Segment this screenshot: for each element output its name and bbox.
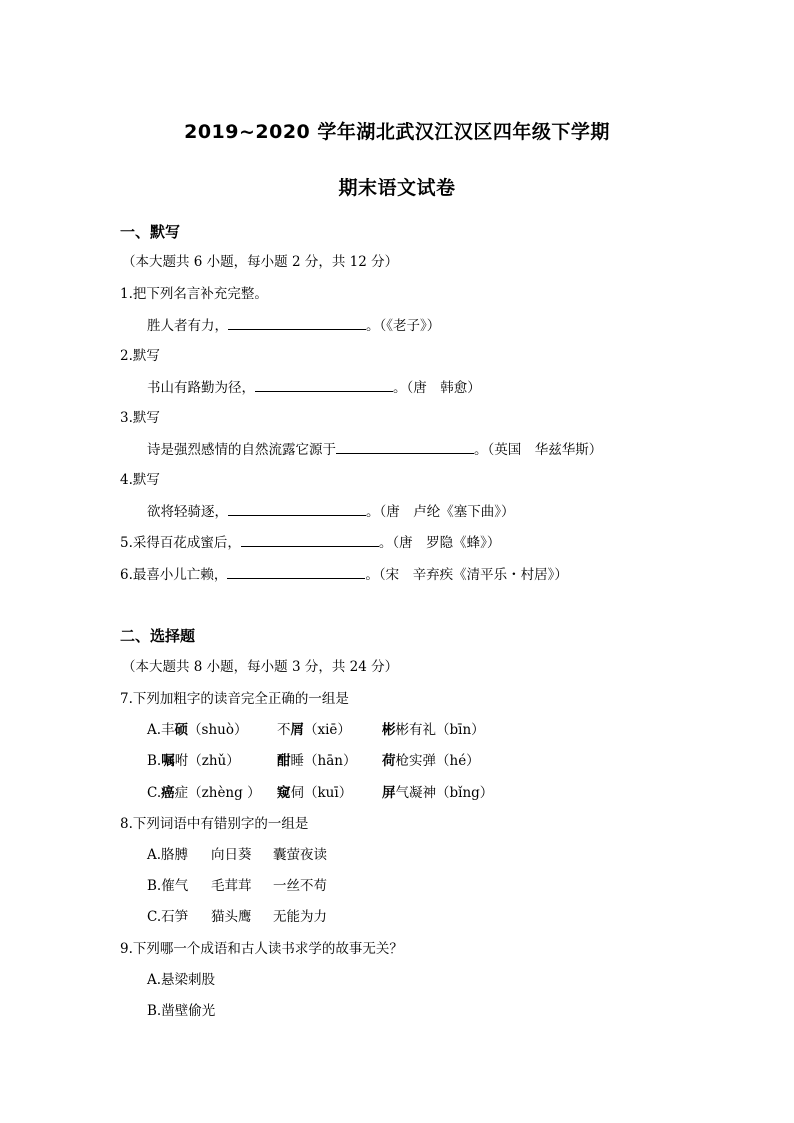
q7-option-row bbox=[147, 721, 485, 739]
q7-option-c2 bbox=[277, 784, 382, 802]
q7-option-a1-pre: A.丰 bbox=[147, 722, 175, 738]
q7-option-b2-bold: 酣 bbox=[277, 753, 291, 769]
q7-option-c1-post: 症（zhèng ） bbox=[174, 785, 261, 801]
q5-text-before: 5.采得百花成蜜后， bbox=[120, 535, 241, 551]
q9-stem: 9.下列哪一个成语和古人读书求学的故事无关？ bbox=[120, 941, 403, 957]
q9-option-b: B.凿壁偷光 bbox=[147, 1003, 216, 1019]
q2-text-after: 。（唐 韩愈） bbox=[393, 380, 481, 396]
q4-text-before: 欲将轻骑逐， bbox=[147, 504, 228, 520]
q7-option-b1-post: 咐（zhǔ） bbox=[174, 753, 240, 769]
q7-option-row bbox=[147, 752, 480, 770]
q7-option-a2-bold: 屑 bbox=[290, 722, 304, 738]
q8-option-a-word1: A.胳膊 bbox=[147, 847, 189, 863]
q7-option-a2-pre: 不 bbox=[277, 722, 291, 738]
q7-option-b1 bbox=[147, 752, 277, 770]
q5-blank[interactable] bbox=[241, 533, 379, 547]
q7-stem: 7.下列加粗字的读音完全正确的一组是 bbox=[120, 691, 349, 707]
q8-option-b-word1: B.傕气 bbox=[147, 878, 189, 894]
q7-option-c3 bbox=[382, 784, 493, 802]
q6-blank[interactable] bbox=[227, 565, 365, 579]
document-title-line2: 期末语文试卷 bbox=[338, 177, 456, 199]
q6-line bbox=[120, 565, 568, 584]
q2-blank[interactable] bbox=[255, 378, 393, 392]
q8-option-row bbox=[147, 877, 327, 895]
q7-option-a3 bbox=[382, 721, 485, 739]
q7-option-c3-bold: 屏 bbox=[382, 785, 396, 801]
q7-option-c1-bold: 癌 bbox=[161, 785, 175, 801]
section2-note: （本大题共 8 小题，每小题 3 分，共 24 分） bbox=[122, 659, 399, 675]
q1-blank[interactable] bbox=[228, 316, 366, 330]
q1-text-before: 胜人者有力， bbox=[147, 318, 228, 334]
q7-option-a3-bold: 彬 bbox=[382, 722, 396, 738]
q5-line bbox=[120, 533, 500, 552]
q3-stem: 3.默写 bbox=[120, 410, 160, 426]
q7-option-b3-bold: 荷 bbox=[382, 753, 396, 769]
q7-option-b2 bbox=[277, 752, 382, 770]
q5-text-after: 。（唐 罗隐《蜂》） bbox=[378, 535, 501, 551]
q7-option-a2 bbox=[277, 721, 382, 739]
q7-option-a2-post: （xiē） bbox=[304, 722, 351, 738]
q7-option-b2-post: 睡（hān） bbox=[290, 753, 357, 769]
q7-option-a1-bold: 硕 bbox=[174, 722, 189, 738]
q7-option-c1 bbox=[147, 784, 277, 802]
q7-option-b3 bbox=[382, 752, 480, 770]
q7-option-row bbox=[147, 784, 493, 802]
q4-blank[interactable] bbox=[228, 502, 366, 516]
q8-option-b-word2: 毛茸茸 bbox=[211, 878, 252, 894]
q1-stem: 1.把下列名言补充完整。 bbox=[120, 286, 268, 302]
q8-option-c-word2: 猫头鹰 bbox=[211, 909, 252, 925]
q4-line bbox=[147, 502, 515, 521]
q8-option-a-word2: 向日葵 bbox=[211, 847, 252, 863]
q8-option-c-word3: 无能为力 bbox=[273, 909, 327, 925]
q7-option-b1-bold: 嘱 bbox=[161, 753, 175, 769]
q7-option-a1-post: （shuò） bbox=[188, 722, 248, 738]
q6-text-before: 6.最喜小儿亡赖， bbox=[120, 567, 228, 583]
q4-stem: 4.默写 bbox=[120, 472, 160, 488]
q8-option-row bbox=[147, 908, 327, 926]
q2-stem: 2.默写 bbox=[120, 348, 160, 364]
section1-note: （本大题共 6 小题，每小题 2 分，共 12 分） bbox=[122, 254, 399, 270]
q7-option-a3-post: 彬有礼（bīn） bbox=[395, 722, 485, 738]
q8-option-a-word3: 囊萤夜读 bbox=[273, 847, 327, 863]
q1-text-after: 。（《老子》） bbox=[366, 318, 441, 334]
q3-blank[interactable] bbox=[336, 440, 474, 454]
q9-option-a: A.悬梁刺股 bbox=[147, 972, 216, 988]
q1-line bbox=[147, 316, 440, 335]
q7-option-c1-pre: C. bbox=[147, 785, 162, 801]
q3-line bbox=[147, 440, 602, 459]
q7-option-b3-post: 枪实弹（hé） bbox=[395, 753, 480, 769]
q6-text-after: 。（宋 辛弃疾《清平乐・村居》） bbox=[365, 567, 568, 583]
q7-option-a1 bbox=[147, 721, 277, 739]
q7-option-c3-post: 气凝神（bǐng） bbox=[395, 785, 494, 801]
q8-stem: 8.下列词语中有错别字的一组是 bbox=[120, 816, 309, 832]
q2-text-before: 书山有路勤为径， bbox=[147, 380, 255, 396]
document-title-line1: 2019~2020 学年湖北武汉江汉区四年级下学期 bbox=[184, 121, 610, 143]
q3-text-after: 。（英国 华兹华斯） bbox=[474, 442, 603, 458]
q7-option-c2-bold: 窥 bbox=[277, 785, 291, 801]
q7-option-b1-pre: B. bbox=[147, 753, 162, 769]
section2-heading: 二、选择题 bbox=[120, 627, 196, 645]
q8-option-row bbox=[147, 846, 327, 864]
q3-text-before: 诗是强烈感情的自然流露它源于 bbox=[147, 442, 336, 458]
q7-option-c2-post: 伺（kuī） bbox=[290, 785, 353, 801]
q2-line bbox=[147, 378, 481, 397]
q8-option-b-word3: 一丝不苟 bbox=[273, 878, 327, 894]
section1-heading: 一、默写 bbox=[120, 223, 181, 241]
q4-text-after: 。（唐 卢纶《塞下曲》） bbox=[366, 504, 515, 520]
q8-option-c-word1: C.石笋 bbox=[147, 909, 189, 925]
